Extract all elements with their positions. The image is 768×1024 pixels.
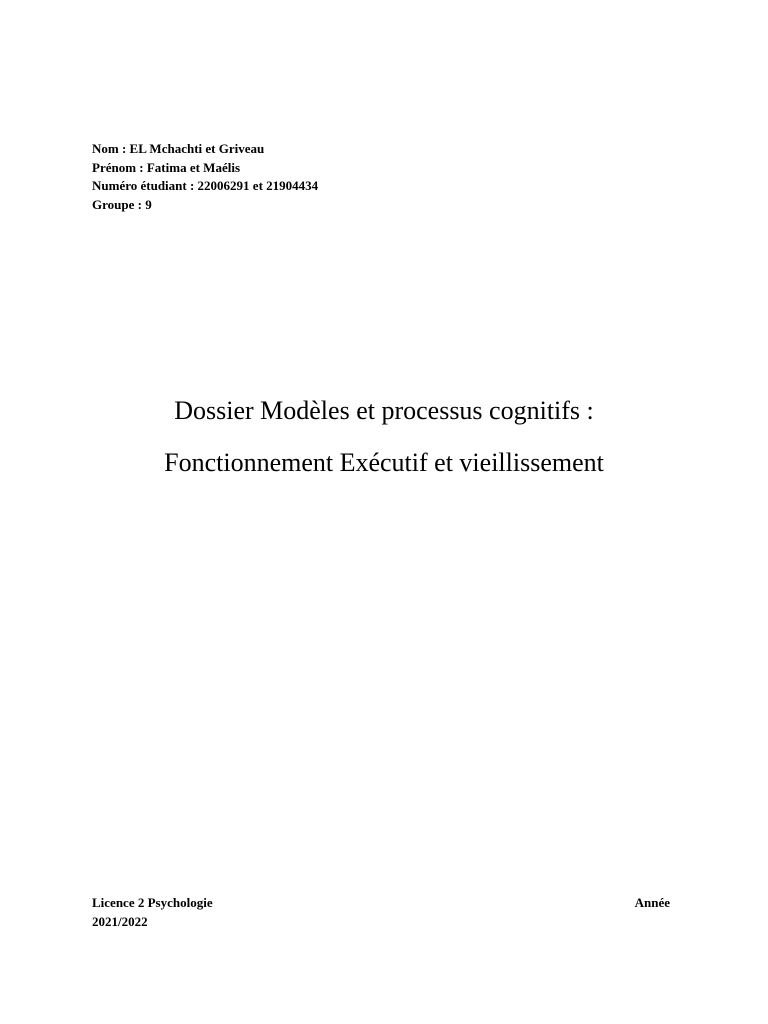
- licence-label: Licence 2 Psychologie: [92, 895, 213, 910]
- document-footer: [92, 894, 670, 931]
- title-line-1: Dossier Modèles et processus cognitifs :: [174, 396, 594, 425]
- title-line-2: Fonctionnement Exécutif et vieillissement: [164, 448, 604, 477]
- footer-row: [92, 894, 670, 913]
- annee-value: 2021/2022: [92, 913, 148, 929]
- student-group: Groupe : 9: [92, 196, 152, 212]
- student-first-name: Prénom : Fatima et Maélis: [92, 159, 241, 175]
- student-name: Nom : EL Mchachti et Griveau: [92, 141, 265, 156]
- document-title: [0, 392, 768, 482]
- annee-label: Année: [634, 895, 670, 910]
- student-number: Numéro étudiant : 22006291 et 21904434: [92, 178, 319, 193]
- student-info: [92, 140, 318, 214]
